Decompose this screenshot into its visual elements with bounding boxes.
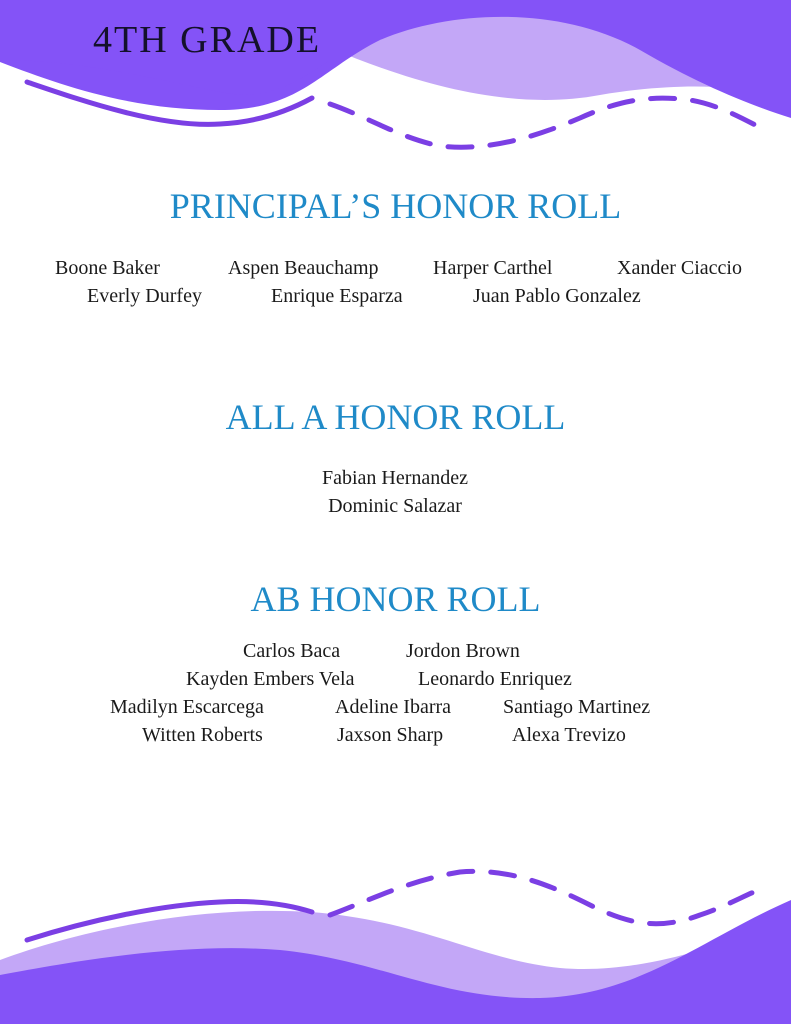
honoree-name: Aspen Beauchamp [228,257,379,279]
honoree-name: Xander Ciaccio [617,257,742,279]
honoree-name: Juan Pablo Gonzalez [473,285,641,307]
bottom-wave-decoration [0,850,791,1024]
honoree-name: Jaxson Sharp [337,724,444,746]
top-dashed-curve [330,98,765,147]
honoree-name: Everly Durfey [87,285,202,307]
all-a-honor-roll-heading: ALL A HONOR ROLL [225,397,566,437]
honoree-name: Harper Carthel [433,257,553,279]
honoree-name: Madilyn Escarcega [110,696,264,718]
honoree-name: Boone Baker [55,257,160,279]
ab-honor-roll-heading: AB HONOR ROLL [250,579,541,619]
honoree-name: Adeline Ibarra [335,696,452,718]
honoree-name: Dominic Salazar [328,495,462,517]
page-title: 4TH GRADE [93,19,322,61]
honoree-name: Jordon Brown [406,640,520,662]
honoree-name: Kayden Embers Vela [186,668,355,690]
honoree-name: Witten Roberts [142,724,263,746]
honoree-name: Fabian Hernandez [321,467,469,489]
honoree-name: Carlos Baca [243,640,341,662]
honoree-name: Alexa Trevizo [512,724,626,746]
honoree-name: Santiago Martinez [503,696,651,718]
honoree-name: Leonardo Enriquez [418,668,572,690]
honoree-name: Enrique Esparza [271,285,403,307]
bottom-dashed-curve [330,871,765,923]
principals-honor-roll-heading: PRINCIPAL’S HONOR ROLL [169,186,622,226]
